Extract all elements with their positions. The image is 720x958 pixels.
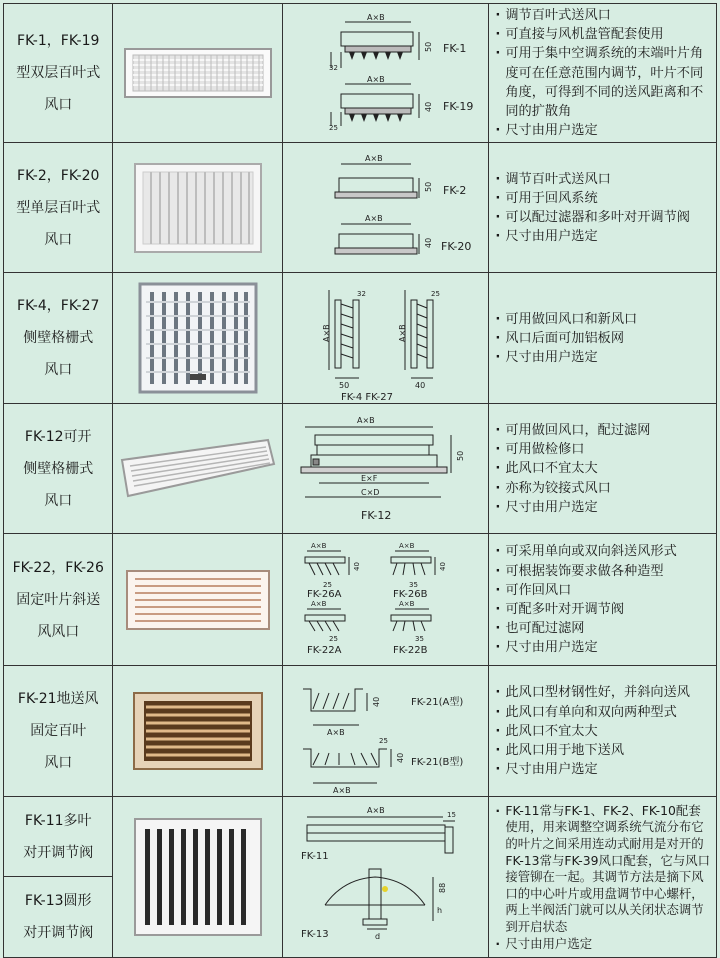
drawing-cell	[283, 797, 489, 958]
dim-label: A×B	[399, 599, 415, 608]
product-name-line: 风口	[44, 755, 73, 772]
product-name-cell	[4, 4, 113, 143]
double-louver-photo	[123, 43, 273, 103]
feature-item: · 尺寸由用户选定	[493, 936, 712, 953]
table-row	[4, 4, 717, 143]
table-row	[4, 666, 717, 797]
floor-grille-photo	[132, 691, 264, 771]
side-label: 25	[323, 580, 333, 589]
product-name-line: 风风口	[37, 623, 80, 640]
feature-item: · 可根据装饰要求做各种造型	[493, 562, 712, 581]
dim-label: A×B	[311, 541, 327, 550]
fk22-fk26-drawing	[283, 535, 488, 665]
dim-label: A×B	[399, 541, 415, 550]
height-label: 40	[396, 752, 406, 763]
feature-item: · 可直接与风机盘管配套使用	[493, 25, 712, 44]
height-label: 40	[372, 696, 382, 707]
side-label: 32	[329, 64, 339, 73]
feature-item: · 此风口不宜太大	[493, 722, 712, 741]
product-photo-cell	[113, 143, 283, 273]
feature-item: · 亦称为铰接式风口	[493, 479, 712, 498]
model-tag: FK-11	[301, 851, 329, 863]
feature-list	[493, 170, 712, 247]
feature-item: · 可以配过滤器和多叶对开调节阀	[493, 208, 712, 227]
feature-list	[493, 542, 712, 657]
fk4-fk27-drawing	[283, 274, 488, 403]
feature-item: · 调节百叶式送风口	[493, 170, 712, 189]
feature-item: · 此风口型材钢性好，并斜向送风	[493, 683, 712, 702]
side-wall-grille-photo	[138, 282, 258, 394]
description-cell	[489, 4, 717, 143]
feature-item: · 也可配过滤网	[493, 619, 712, 638]
dim-label: A×B	[367, 13, 386, 23]
model-tag: FK-22A	[307, 644, 342, 656]
depth-label: 50	[339, 380, 350, 390]
product-name-line: FK-11多叶	[24, 812, 92, 829]
product-photo-cell	[113, 404, 283, 534]
hinged-grille-photo	[118, 434, 278, 504]
description-cell	[489, 143, 717, 273]
model-tag: FK-26B	[393, 588, 428, 600]
model-tag: FK-21(B型)	[411, 756, 464, 768]
height-label: 40	[439, 562, 448, 571]
product-name-cell	[4, 404, 113, 534]
feature-list	[493, 6, 712, 140]
feature-item: · 可配多叶对开调节阀	[493, 600, 712, 619]
product-name-line: 风口	[44, 97, 73, 114]
height-label: 40	[424, 237, 434, 248]
dim-label: A×B	[398, 324, 408, 342]
description-cell	[489, 273, 717, 404]
product-name-cell	[4, 666, 113, 797]
product-name-line: 侧壁格栅式	[23, 460, 94, 477]
table-row	[4, 143, 717, 273]
fk1-fk19-drawing	[283, 8, 488, 138]
depth-label: 40	[415, 380, 426, 390]
feature-item: · 尺寸由用户选定	[493, 227, 712, 246]
product-name-line: 风口	[44, 231, 73, 248]
side-label: 35	[409, 580, 419, 589]
table-row	[4, 797, 717, 877]
dim-label: A×B	[365, 153, 384, 163]
model-tag: FK-26A	[307, 588, 342, 600]
product-name-line: 型单层百叶式	[16, 199, 101, 216]
model-tag: FK-13	[301, 929, 329, 941]
side-label: 32	[357, 289, 367, 298]
diameter-label: d	[375, 932, 381, 942]
feature-item: · 可用做检修口	[493, 440, 712, 459]
feature-item: · 此风口用于地下送风	[493, 741, 712, 760]
feature-item: · 可用于集中空调系统的末端叶片角度可在任意范围内调节，叶片不同角度，可得到不同的送风距离和不同的扩散角	[493, 44, 712, 121]
feature-item: · 尺寸由用户选定	[493, 121, 712, 140]
product-name-line: 型双层百叶式	[16, 65, 101, 82]
fixed-blade-photo	[125, 569, 271, 631]
feature-item: · 可采用单向或双向斜送风形式	[493, 542, 712, 561]
damper-photo	[133, 817, 263, 937]
model-tag: FK-12	[361, 508, 392, 522]
model-tag: FK-1	[443, 42, 467, 56]
feature-list	[493, 683, 712, 779]
feature-item: · 尺寸由用户选定	[493, 498, 712, 517]
product-name-line: 风口	[44, 492, 73, 509]
product-name-line: FK-13圆形	[24, 893, 92, 910]
product-photo-cell	[113, 4, 283, 143]
dim-label: A×B	[365, 213, 384, 223]
feature-list	[493, 803, 712, 952]
model-tag: FK-19	[443, 100, 474, 114]
model-tag: FK-22B	[393, 644, 428, 656]
feature-item: · 尺寸由用户选定	[493, 348, 712, 367]
description-cell	[489, 404, 717, 534]
product-name-cell	[4, 273, 113, 404]
product-name-line: 风口	[44, 362, 73, 379]
table-row	[4, 273, 717, 404]
product-name-line: 固定叶片斜送	[16, 591, 101, 608]
dim-label: A×B	[311, 599, 327, 608]
description-cell	[489, 797, 717, 958]
single-louver-photo	[133, 162, 263, 254]
model-tag: FK-21(A型)	[411, 696, 464, 708]
feature-item: · 尺寸由用户选定	[493, 760, 712, 779]
height-label: 40	[353, 562, 362, 571]
product-name-line: 固定百叶	[30, 723, 87, 740]
height-label: 50	[456, 450, 466, 461]
feature-item: · 可作回风口	[493, 581, 712, 600]
feature-item: · 此风口有单向和双向两种型式	[493, 703, 712, 722]
model-tag: FK-20	[441, 239, 472, 253]
description-cell	[489, 666, 717, 797]
height-label: 88	[438, 883, 448, 894]
feature-list	[493, 310, 712, 368]
feature-item: · 此风口不宜太大	[493, 459, 712, 478]
drawing-cell	[283, 666, 489, 797]
feature-item: · 可用于回风系统	[493, 189, 712, 208]
side-label: 25	[379, 736, 389, 745]
drawing-cell	[283, 404, 489, 534]
drawing-cell	[283, 534, 489, 666]
dim-label: E×F	[361, 473, 378, 483]
dim-label: A×B	[333, 785, 352, 795]
fk2-fk20-drawing	[283, 144, 488, 272]
product-table	[3, 3, 717, 958]
dim-label: A×B	[327, 727, 346, 737]
feature-item: · 风口后面可加铝板网	[493, 329, 712, 348]
product-photo-cell	[113, 273, 283, 404]
product-name-cell	[4, 534, 113, 666]
feature-item: · 调节百叶式送风口	[493, 6, 712, 25]
model-tag: FK-4 FK-27	[341, 391, 394, 403]
product-name-line: FK-2，FK-20	[17, 167, 100, 184]
product-name-line: FK-1，FK-19	[17, 33, 100, 50]
table-row	[4, 404, 717, 534]
product-photo-cell	[113, 666, 283, 797]
dim-label: A×B	[367, 75, 386, 85]
dim-label: A×B	[357, 415, 376, 425]
product-name-line: FK-21地送风	[17, 691, 99, 708]
side-label: 25	[329, 634, 339, 643]
height-label: 40	[424, 102, 434, 113]
height-label: h	[437, 906, 443, 916]
product-name-cell	[4, 877, 113, 958]
fk12-drawing	[283, 405, 488, 533]
side-label: 25	[431, 289, 441, 298]
product-name-line: 对开调节阀	[23, 925, 94, 942]
table-row	[4, 534, 717, 666]
height-label: 50	[424, 181, 434, 192]
feature-item: · 尺寸由用户选定	[493, 638, 712, 657]
product-photo-cell	[113, 797, 283, 958]
drawing-cell	[283, 143, 489, 273]
product-name-line: 对开调节阀	[23, 844, 94, 861]
fk21-drawing	[283, 667, 488, 796]
drawing-cell	[283, 4, 489, 143]
side-label: 35	[415, 634, 425, 643]
feature-item: · 可用做回风口和新风口	[493, 310, 712, 329]
dim-label: A×B	[322, 324, 332, 342]
feature-list	[493, 421, 712, 517]
fk11-fk13-drawing	[283, 797, 488, 957]
description-cell	[489, 534, 717, 666]
product-name-line: FK-22，FK-26	[12, 559, 104, 576]
height-label: 50	[424, 42, 434, 53]
drawing-cell	[283, 273, 489, 404]
dim-label: A×B	[367, 806, 386, 816]
product-name-line: FK-4，FK-27	[17, 298, 100, 315]
product-name-cell	[4, 143, 113, 273]
product-name-line: 侧壁格栅式	[23, 330, 94, 347]
product-name-line: FK-12可开	[24, 428, 92, 445]
dim-label: C×D	[361, 487, 380, 497]
side-label: 15	[447, 811, 457, 820]
feature-item: · FK-11常与FK-1、FK-2、FK-10配套使用，用来调整空调系统气流分布它的叶片之间采用连动式耐用是对开的FK-13常与FK-39风口配套，它与风口接管铆在一起。其调节方法是摘下风口的中心叶片或用盘调节中心螺杆，两上半阀活门就可以从关闭状态调节到开启状态	[493, 803, 712, 936]
feature-item: · 可用做回风口，配过滤网	[493, 421, 712, 440]
product-photo-cell	[113, 534, 283, 666]
product-name-cell	[4, 797, 113, 877]
model-tag: FK-2	[443, 183, 467, 197]
side-label: 25	[329, 124, 339, 133]
